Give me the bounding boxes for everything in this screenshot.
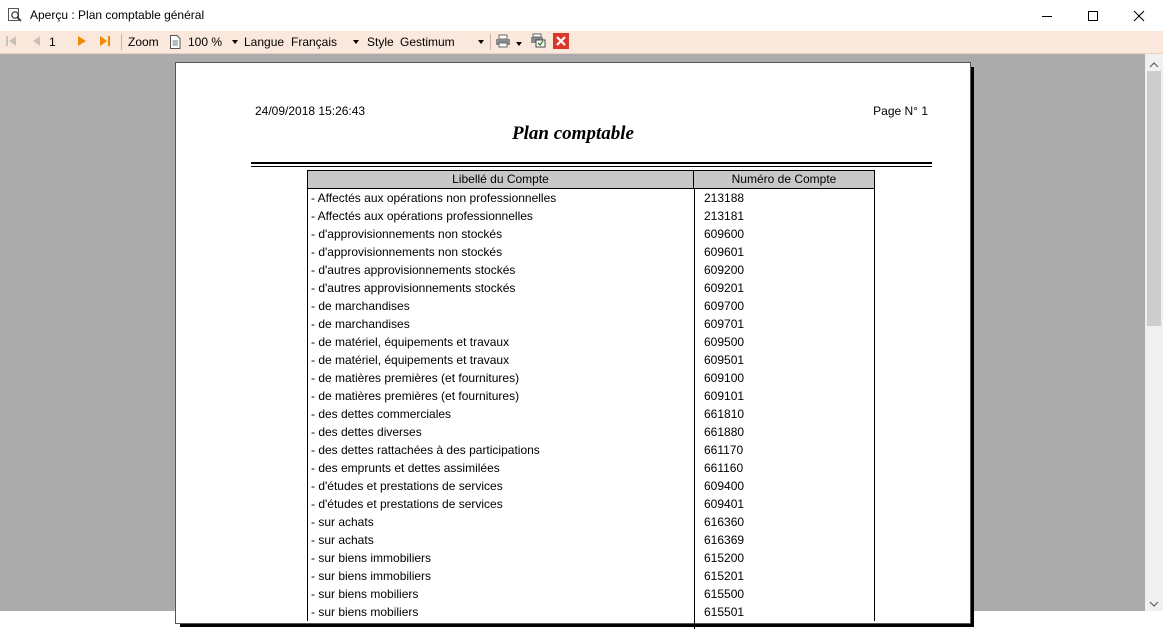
account-number-cell: 609600	[704, 227, 745, 241]
zoom-value: 100 %	[188, 35, 223, 49]
account-label-cell: - de matériel, équipements et travaux	[311, 353, 510, 367]
close-preview-button[interactable]	[553, 31, 569, 53]
preview-magnifier-icon	[8, 8, 22, 22]
column-header-number: Numéro de Compte	[731, 172, 837, 186]
table-row	[308, 549, 874, 567]
table-row	[308, 387, 874, 405]
account-number-cell: 609201	[704, 281, 745, 295]
table-header	[308, 170, 875, 189]
title-rule	[251, 162, 932, 164]
table-row	[308, 297, 874, 315]
minimize-button[interactable]	[1024, 0, 1070, 31]
maximize-button[interactable]	[1070, 0, 1116, 31]
style-value: Gestimum	[400, 35, 455, 49]
language-value: Français	[291, 35, 338, 49]
table-row	[308, 369, 874, 387]
account-label-cell: - Affectés aux opérations non professionnelles	[311, 191, 557, 205]
account-label-cell: - de marchandises	[311, 317, 410, 331]
table-row	[308, 261, 874, 279]
close-preview-icon	[553, 33, 569, 52]
table-row	[308, 567, 874, 585]
account-label-cell: - de marchandises	[311, 299, 410, 313]
chevron-down-icon	[478, 40, 484, 44]
account-number-cell: 609101	[704, 389, 745, 403]
column-header-label: Libellé du Compte	[308, 171, 694, 188]
account-label-cell: - de matières premières (et fournitures)	[311, 371, 520, 385]
table-row	[308, 495, 874, 513]
print-setup-icon	[530, 33, 546, 51]
previous-page-button[interactable]	[31, 31, 41, 53]
account-number-cell: 609401	[704, 497, 745, 511]
scrollbar-thumb[interactable]	[1147, 71, 1161, 326]
first-page-button[interactable]	[5, 31, 17, 53]
account-number-cell: 609700	[704, 299, 745, 313]
account-number-cell: 616369	[704, 533, 745, 547]
chevron-down-icon	[232, 40, 238, 44]
account-number-cell: 609701	[704, 317, 745, 331]
account-number-cell: 609400	[704, 479, 745, 493]
table-row	[308, 351, 874, 369]
title-rule	[251, 166, 932, 167]
account-number-cell: 661160	[704, 461, 744, 475]
scroll-down-button[interactable]	[1145, 594, 1163, 611]
last-page-button[interactable]	[99, 31, 111, 53]
first-page-icon	[5, 34, 17, 51]
window-title: Aperçu : Plan comptable général	[30, 8, 205, 22]
print-icon	[495, 34, 511, 51]
account-number-cell: 661880	[704, 425, 745, 439]
style-label: Style	[367, 35, 394, 49]
table-row	[308, 585, 874, 603]
table-row	[308, 315, 874, 333]
table-row	[308, 603, 874, 621]
next-page-icon	[77, 34, 87, 51]
account-number-cell: 609200	[704, 263, 745, 277]
report-date: 24/09/2018 15:26:43	[255, 104, 366, 118]
page-number-field[interactable]: 1	[49, 35, 56, 49]
table-row	[308, 189, 874, 207]
account-number-cell: 616360	[704, 515, 745, 529]
account-number-cell: 609501	[704, 353, 745, 367]
account-number-cell: 615501	[704, 605, 745, 619]
language-label: Langue	[244, 35, 285, 49]
title-bar	[0, 0, 1163, 31]
account-label-cell: - d'études et prestations de services	[311, 479, 503, 493]
table-row	[308, 477, 874, 495]
account-number-cell: 609601	[704, 245, 745, 259]
account-number-cell: 213188	[704, 191, 745, 205]
close-window-button[interactable]	[1116, 0, 1162, 31]
account-label-cell: - Affectés aux opérations professionnelles	[311, 209, 533, 223]
last-page-icon	[99, 34, 111, 51]
account-label-cell: - sur biens immobiliers	[311, 569, 432, 583]
print-setup-button[interactable]	[530, 31, 546, 53]
table-row	[308, 279, 874, 297]
account-number-cell: 661810	[704, 407, 745, 421]
account-label-cell: - d'autres approvisionnements stockés	[311, 281, 516, 295]
column-divider	[694, 189, 695, 629]
previous-page-icon	[31, 34, 41, 51]
language-select[interactable]	[291, 33, 359, 51]
account-label-cell: - des dettes diverses	[311, 425, 422, 439]
account-label-cell: - des dettes commerciales	[311, 407, 452, 421]
preview-area[interactable]	[0, 54, 1145, 619]
page-icon	[169, 31, 181, 53]
report-page-number: Page N° 1	[873, 104, 928, 118]
table-row	[308, 243, 874, 261]
chevron-up-icon	[1150, 56, 1158, 70]
zoom-label: Zoom	[128, 35, 159, 49]
report-title: Plan comptable	[512, 123, 634, 144]
account-label-cell: - d'autres approvisionnements stockés	[311, 263, 516, 277]
table-body	[308, 189, 874, 621]
table-row	[308, 459, 874, 477]
account-number-cell: 615200	[704, 551, 745, 565]
account-number-cell: 609100	[704, 371, 745, 385]
account-label-cell: - d'approvisionnements non stockés	[311, 245, 503, 259]
table-row	[308, 441, 874, 459]
toolbar-separator	[121, 34, 122, 50]
account-label-cell: - sur biens mobiliers	[311, 587, 419, 601]
zoom-select[interactable]	[188, 33, 238, 51]
account-label-cell: - d'approvisionnements non stockés	[311, 227, 503, 241]
accounts-table	[307, 170, 875, 621]
print-options-dropdown[interactable]	[516, 31, 522, 53]
account-label-cell: - sur achats	[311, 515, 374, 529]
account-label-cell: - sur achats	[311, 533, 374, 547]
next-page-button[interactable]	[77, 31, 87, 53]
table-row	[308, 333, 874, 351]
table-row	[308, 225, 874, 243]
report-page	[175, 62, 971, 624]
table-row	[308, 207, 874, 225]
account-number-cell: 615201	[704, 569, 745, 583]
account-number-cell: 661170	[704, 443, 744, 457]
scroll-up-button[interactable]	[1145, 54, 1163, 71]
account-number-cell: 615500	[704, 587, 745, 601]
toolbar-separator	[490, 34, 491, 50]
vertical-scrollbar[interactable]	[1145, 54, 1163, 611]
table-row	[308, 513, 874, 531]
account-label-cell: - des dettes rattachées à des participations	[311, 443, 540, 457]
account-label-cell: - des emprunts et dettes assimilées	[311, 461, 500, 475]
account-number-cell: 609500	[704, 335, 745, 349]
account-label-cell: - de matériel, équipements et travaux	[311, 335, 510, 349]
table-row	[308, 423, 874, 441]
chevron-down-icon	[1150, 596, 1158, 610]
print-button[interactable]	[495, 31, 511, 53]
preview-toolbar	[0, 31, 1163, 54]
chevron-down-icon	[516, 35, 522, 49]
table-row	[308, 531, 874, 549]
style-select[interactable]	[400, 33, 484, 51]
chevron-down-icon	[353, 40, 359, 44]
table-row	[308, 405, 874, 423]
account-label-cell: - sur biens immobiliers	[311, 551, 432, 565]
account-number-cell: 213181	[704, 209, 745, 223]
account-label-cell: - d'études et prestations de services	[311, 497, 503, 511]
account-label-cell: - sur biens mobiliers	[311, 605, 419, 619]
account-label-cell: - de matières premières (et fournitures)	[311, 389, 520, 403]
